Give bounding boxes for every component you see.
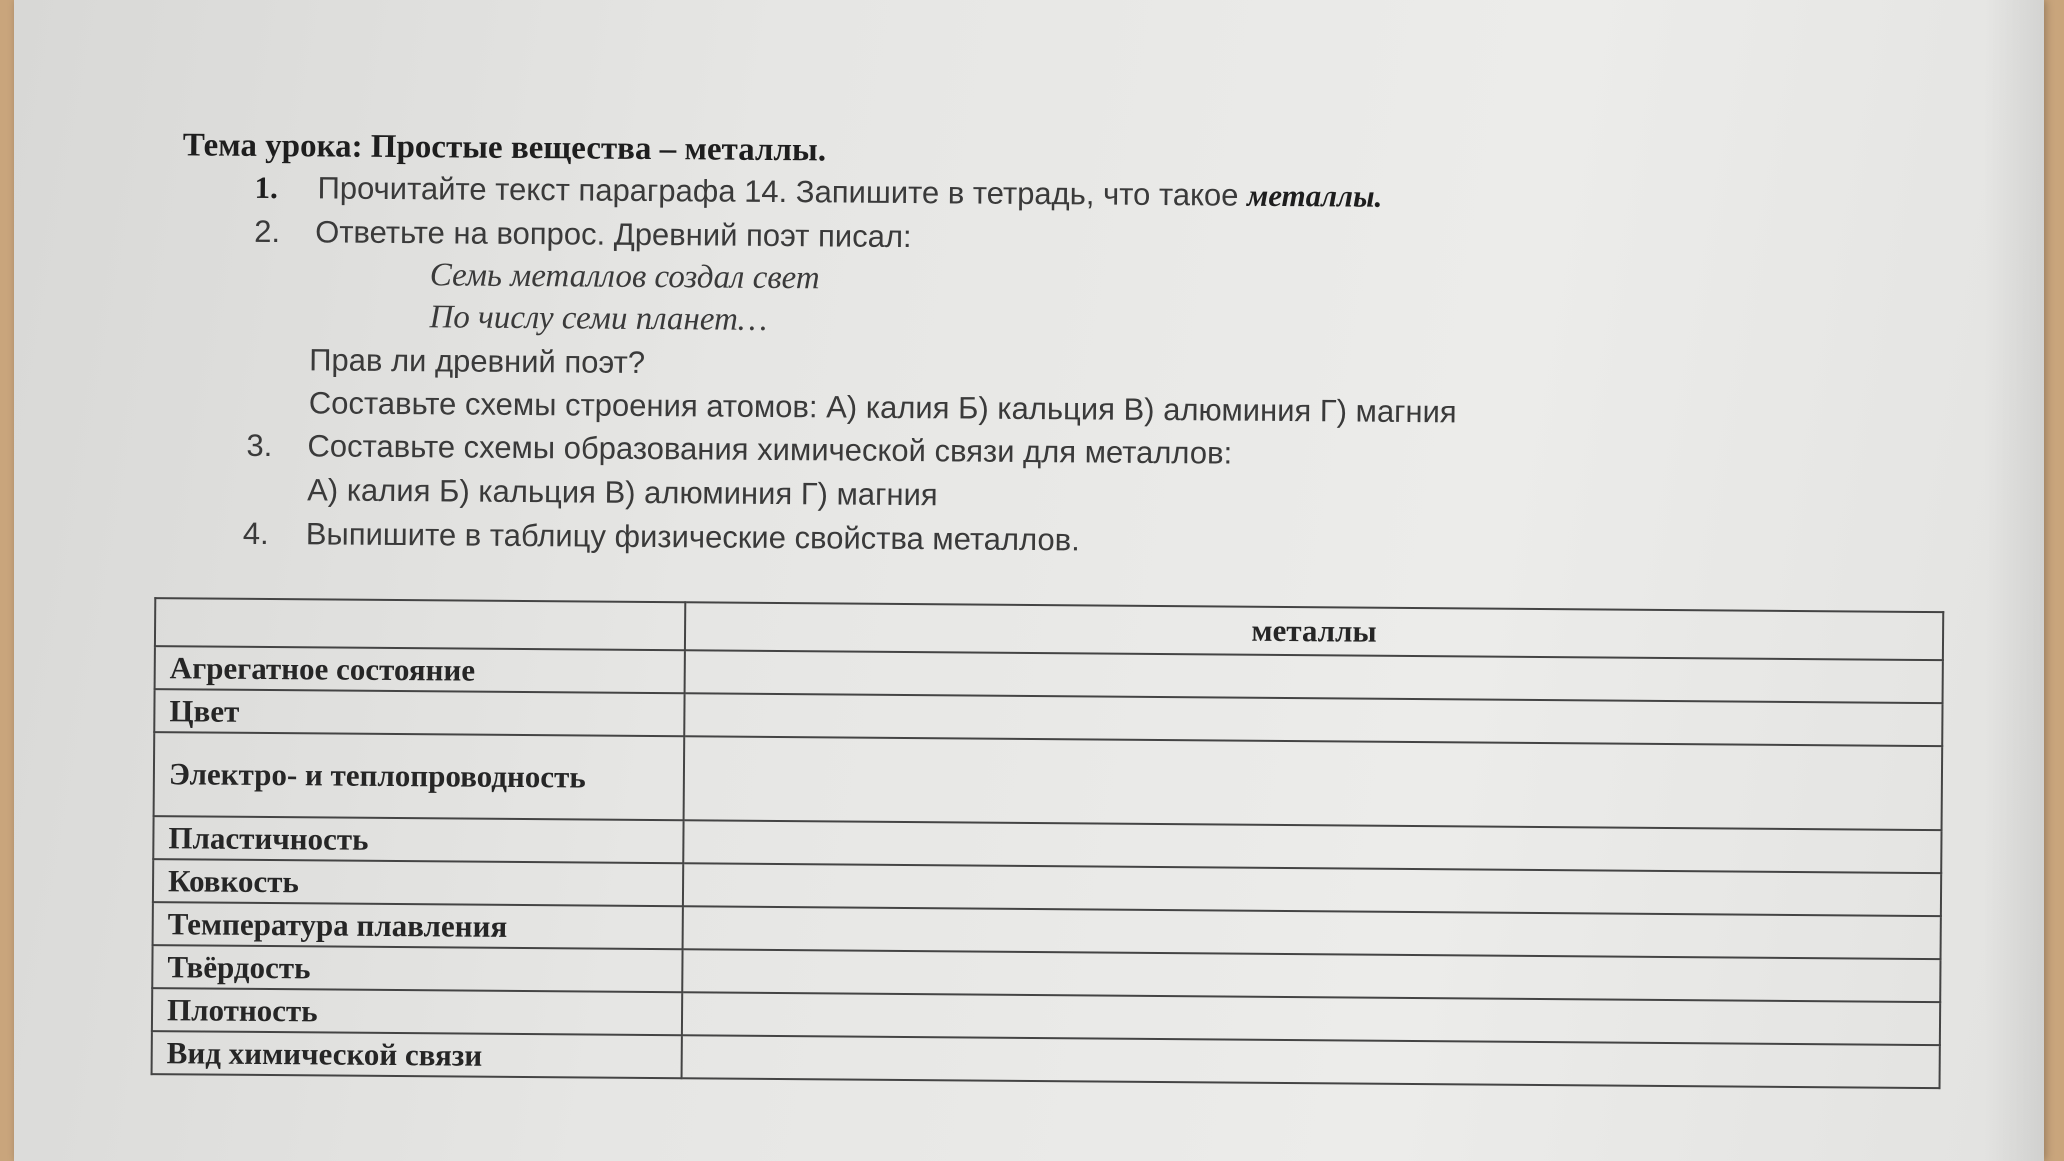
row-label-conductivity: Электро- и теплопроводность <box>154 732 685 820</box>
table-header-empty <box>155 598 685 650</box>
lesson-title: Тема урока: Простые вещества – металлы. <box>182 127 827 169</box>
task-1-text: Прочитайте текст параграфа 14. Запишите в тетрадь, что такое <box>317 170 1248 213</box>
paper-sheet <box>14 0 2044 1161</box>
table-row <box>154 732 1943 830</box>
row-value-bond-type[interactable] <box>682 1035 1940 1088</box>
paper-shadow <box>1984 0 2044 1161</box>
task-3-options: А) калия Б) кальция В) алюминия Г) магния <box>307 472 938 513</box>
task-1-emphasis: металлы. <box>1246 177 1383 214</box>
task-number-4: 4. <box>242 515 269 552</box>
row-label-aggregate-state: Агрегатное состояние <box>155 646 685 693</box>
poem-line-1: Семь металлов создал свет <box>429 257 820 297</box>
task-number-2: 2. <box>254 213 281 250</box>
task-2-atoms: Составьте схемы строения атомов: А) калия Б) кальция В) алюминия Г) магния <box>308 385 1457 430</box>
task-2-question: Прав ли древний поэт? <box>309 342 646 380</box>
task-1 <box>317 170 1382 214</box>
task-3: Составьте схемы образования химической связи для металлов: <box>307 428 1233 471</box>
table-header-metals: металлы <box>685 602 1943 660</box>
row-label-color: Цвет <box>154 689 684 736</box>
row-label-bond-type: Вид химической связи <box>152 1031 682 1078</box>
task-2: Ответьте на вопрос. Древний поэт писал: <box>315 214 912 255</box>
row-label-plasticity: Пластичность <box>153 816 683 863</box>
row-label-density: Плотность <box>152 988 682 1035</box>
row-label-malleability: Ковкость <box>153 859 683 906</box>
row-value-conductivity[interactable] <box>684 736 1943 830</box>
task-number-3: 3. <box>246 427 273 464</box>
row-label-melting-point: Температура плавления <box>153 902 683 949</box>
properties-table <box>151 597 1945 1089</box>
task-4: Выпишите в таблицу физические свойства металлов. <box>305 516 1080 558</box>
task-number-1: 1. <box>254 169 278 206</box>
poem-line-2: По числу семи планет… <box>429 299 768 338</box>
row-label-hardness: Твёрдость <box>152 945 682 992</box>
